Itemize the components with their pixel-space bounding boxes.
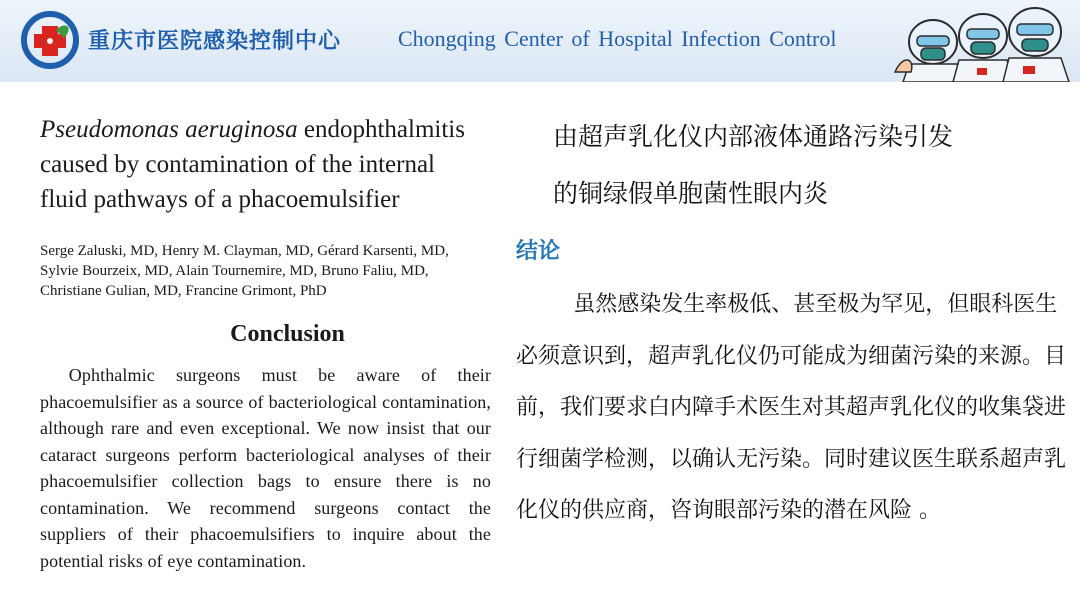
summary-body: 虽然感染发生率极低、甚至极为罕见，但眼科医生必须意识到，超声乳化仪仍可能成为细菌污染的来源。目前，我们要求白内障手术医生对其超声乳化仪的收集袋进行细菌学检测，以确认无污染。同时建议医生联系超声乳化仪的供应商，咨询眼部污染的潜在风险 。 — [516, 292, 1067, 523]
paper-title-line3: fluid pathways of a phacoemulsifier — [40, 186, 400, 213]
authors-line: Sylvie Bourzeix, MD, Alain Tournemire, MD, Bruno Faliu, MD, — [40, 263, 429, 279]
org-name-en: Chongqing Center of Hospital Infection Control — [398, 26, 837, 51]
summary-title-line1: 由超声乳化仪内部液体通路污染引发 — [553, 122, 954, 151]
paper-title-species: Pseudomonas aeruginosa — [40, 116, 298, 143]
authors-line: Christiane Gulian, MD, Francine Grimont, PhD — [40, 283, 327, 299]
header-banner — [0, 0, 1080, 82]
summary-label: 结论 — [516, 239, 561, 264]
protective-suit-staff-illustration — [893, 2, 1078, 82]
paper-title-line1: endophthalmitis — [297, 116, 465, 143]
paper-excerpt — [40, 112, 515, 574]
paper-authors — [40, 241, 515, 301]
conclusion-heading: Conclusion — [230, 321, 345, 347]
hospital-cross-logo-icon — [20, 10, 80, 70]
authors-line: Serge Zaluski, MD, Henry M. Clayman, MD, Gérard Karsenti, MD, — [40, 243, 449, 259]
paper-title-line2: caused by contamination of the internal — [40, 151, 436, 178]
org-name-cn: 重庆市医院感染控制中心 — [88, 29, 342, 54]
summary-title — [553, 108, 1073, 222]
conclusion-text: Ophthalmic surgeons must be aware of their phacoemulsifier as a source of bacteriological contamination, although rare and even exceptional. We now insist that our cataract surgeons perform bacteriological analyses of their phacoemulsifier collection bags to ensure there is no contamination. We recommend surgeons contact the suppliers of their phacoemulsifiers to inquire about the potential risks of eye contamination. — [40, 365, 491, 571]
paper-title — [40, 112, 515, 217]
summary-title-line2: 的铜绿假单胞菌性眼内炎 — [553, 179, 829, 208]
